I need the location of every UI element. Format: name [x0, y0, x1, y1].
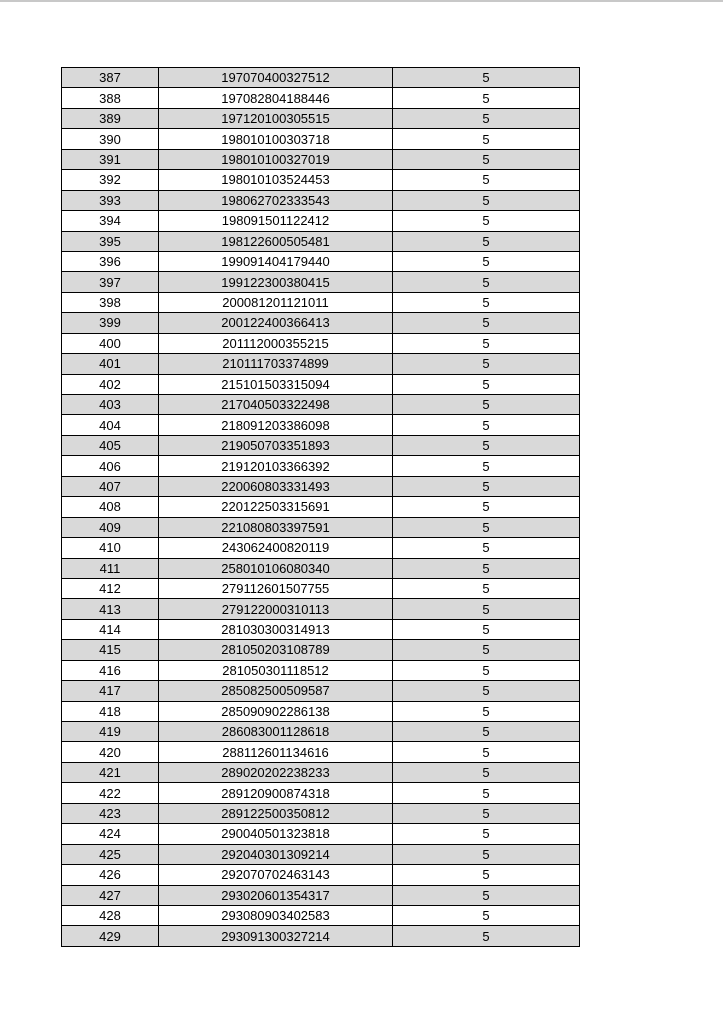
row-id-cell: 220060803331493	[159, 476, 393, 496]
table-row	[62, 681, 580, 701]
row-value-cell: 5	[393, 783, 580, 803]
row-value-cell: 5	[393, 88, 580, 108]
row-value-cell: 5	[393, 824, 580, 844]
row-id-cell: 288112601134616	[159, 742, 393, 762]
row-value-cell: 5	[393, 149, 580, 169]
row-id-cell: 201112000355215	[159, 333, 393, 353]
row-id-cell: 281030300314913	[159, 619, 393, 639]
row-value-cell: 5	[393, 108, 580, 128]
row-id-cell: 219050703351893	[159, 435, 393, 455]
table-row	[62, 640, 580, 660]
row-number-cell: 391	[62, 149, 159, 169]
table-row	[62, 108, 580, 128]
table-body	[62, 68, 580, 947]
row-number-cell: 423	[62, 803, 159, 823]
row-id-cell: 217040503322498	[159, 395, 393, 415]
row-id-cell: 197120100305515	[159, 108, 393, 128]
row-value-cell: 5	[393, 722, 580, 742]
row-number-cell: 389	[62, 108, 159, 128]
table-row	[62, 742, 580, 762]
row-number-cell: 402	[62, 374, 159, 394]
row-number-cell: 405	[62, 435, 159, 455]
row-number-cell: 412	[62, 578, 159, 598]
row-id-cell: 199091404179440	[159, 251, 393, 271]
row-id-cell: 200122400366413	[159, 313, 393, 333]
table-row	[62, 885, 580, 905]
row-number-cell: 414	[62, 619, 159, 639]
row-id-cell: 198010103524453	[159, 170, 393, 190]
row-value-cell: 5	[393, 701, 580, 721]
table-row	[62, 435, 580, 455]
table-row	[62, 599, 580, 619]
row-number-cell: 427	[62, 885, 159, 905]
row-number-cell: 429	[62, 926, 159, 946]
row-number-cell: 398	[62, 292, 159, 312]
row-value-cell: 5	[393, 681, 580, 701]
row-id-cell: 218091203386098	[159, 415, 393, 435]
row-number-cell: 421	[62, 762, 159, 782]
table-row	[62, 660, 580, 680]
row-id-cell: 279122000310113	[159, 599, 393, 619]
row-id-cell: 198062702333543	[159, 190, 393, 210]
row-value-cell: 5	[393, 905, 580, 925]
row-id-cell: 198122600505481	[159, 231, 393, 251]
row-value-cell: 5	[393, 456, 580, 476]
table-row	[62, 517, 580, 537]
page-top-rule	[0, 0, 723, 2]
row-id-cell: 197082804188446	[159, 88, 393, 108]
table-row	[62, 558, 580, 578]
row-number-cell: 422	[62, 783, 159, 803]
row-id-cell: 289120900874318	[159, 783, 393, 803]
row-id-cell: 281050301118512	[159, 660, 393, 680]
row-value-cell: 5	[393, 415, 580, 435]
row-number-cell: 407	[62, 476, 159, 496]
document-page	[61, 67, 580, 947]
row-value-cell: 5	[393, 844, 580, 864]
row-number-cell: 425	[62, 844, 159, 864]
row-number-cell: 413	[62, 599, 159, 619]
row-number-cell: 406	[62, 456, 159, 476]
row-id-cell: 289122500350812	[159, 803, 393, 823]
row-number-cell: 428	[62, 905, 159, 925]
row-value-cell: 5	[393, 865, 580, 885]
row-id-cell: 292040301309214	[159, 844, 393, 864]
row-number-cell: 396	[62, 251, 159, 271]
row-value-cell: 5	[393, 803, 580, 823]
row-number-cell: 416	[62, 660, 159, 680]
table-row	[62, 374, 580, 394]
row-number-cell: 404	[62, 415, 159, 435]
table-row	[62, 538, 580, 558]
row-value-cell: 5	[393, 885, 580, 905]
table-row	[62, 333, 580, 353]
row-value-cell: 5	[393, 558, 580, 578]
row-number-cell: 403	[62, 395, 159, 415]
data-table	[61, 67, 580, 947]
table-row	[62, 578, 580, 598]
row-value-cell: 5	[393, 68, 580, 88]
row-value-cell: 5	[393, 374, 580, 394]
row-id-cell: 219120103366392	[159, 456, 393, 476]
row-number-cell: 408	[62, 497, 159, 517]
row-value-cell: 5	[393, 578, 580, 598]
row-id-cell: 198010100327019	[159, 149, 393, 169]
row-value-cell: 5	[393, 292, 580, 312]
table-row	[62, 619, 580, 639]
table-row	[62, 926, 580, 946]
row-id-cell: 281050203108789	[159, 640, 393, 660]
row-number-cell: 393	[62, 190, 159, 210]
row-value-cell: 5	[393, 395, 580, 415]
row-value-cell: 5	[393, 742, 580, 762]
row-id-cell: 220122503315691	[159, 497, 393, 517]
row-id-cell: 199122300380415	[159, 272, 393, 292]
row-id-cell: 243062400820119	[159, 538, 393, 558]
row-id-cell: 293020601354317	[159, 885, 393, 905]
row-id-cell: 210111703374899	[159, 354, 393, 374]
table-row	[62, 354, 580, 374]
table-row	[62, 68, 580, 88]
row-number-cell: 400	[62, 333, 159, 353]
table-row	[62, 170, 580, 190]
row-number-cell: 397	[62, 272, 159, 292]
row-id-cell: 221080803397591	[159, 517, 393, 537]
row-id-cell: 198091501122412	[159, 211, 393, 231]
row-value-cell: 5	[393, 354, 580, 374]
table-row	[62, 313, 580, 333]
row-id-cell: 289020202238233	[159, 762, 393, 782]
table-row	[62, 456, 580, 476]
row-id-cell: 198010100303718	[159, 129, 393, 149]
row-id-cell: 197070400327512	[159, 68, 393, 88]
row-id-cell: 286083001128618	[159, 722, 393, 742]
table-row	[62, 129, 580, 149]
row-value-cell: 5	[393, 231, 580, 251]
row-number-cell: 419	[62, 722, 159, 742]
row-number-cell: 417	[62, 681, 159, 701]
table-row	[62, 149, 580, 169]
row-number-cell: 387	[62, 68, 159, 88]
row-id-cell: 200081201121011	[159, 292, 393, 312]
row-value-cell: 5	[393, 272, 580, 292]
row-id-cell: 292070702463143	[159, 865, 393, 885]
table-row	[62, 865, 580, 885]
row-value-cell: 5	[393, 435, 580, 455]
row-number-cell: 399	[62, 313, 159, 333]
row-value-cell: 5	[393, 251, 580, 271]
row-id-cell: 215101503315094	[159, 374, 393, 394]
row-number-cell: 420	[62, 742, 159, 762]
row-id-cell: 258010106080340	[159, 558, 393, 578]
row-id-cell: 293091300327214	[159, 926, 393, 946]
row-value-cell: 5	[393, 170, 580, 190]
row-value-cell: 5	[393, 640, 580, 660]
table-row	[62, 701, 580, 721]
row-value-cell: 5	[393, 333, 580, 353]
row-number-cell: 418	[62, 701, 159, 721]
row-number-cell: 409	[62, 517, 159, 537]
row-value-cell: 5	[393, 762, 580, 782]
row-value-cell: 5	[393, 660, 580, 680]
row-value-cell: 5	[393, 129, 580, 149]
row-id-cell: 290040501323818	[159, 824, 393, 844]
table-row	[62, 272, 580, 292]
row-value-cell: 5	[393, 599, 580, 619]
row-number-cell: 394	[62, 211, 159, 231]
row-value-cell: 5	[393, 926, 580, 946]
row-value-cell: 5	[393, 211, 580, 231]
row-number-cell: 392	[62, 170, 159, 190]
row-number-cell: 415	[62, 640, 159, 660]
row-id-cell: 293080903402583	[159, 905, 393, 925]
row-number-cell: 395	[62, 231, 159, 251]
row-number-cell: 388	[62, 88, 159, 108]
table-row	[62, 292, 580, 312]
table-row	[62, 497, 580, 517]
row-number-cell: 410	[62, 538, 159, 558]
row-number-cell: 411	[62, 558, 159, 578]
row-value-cell: 5	[393, 538, 580, 558]
table-row	[62, 803, 580, 823]
table-row	[62, 190, 580, 210]
row-number-cell: 424	[62, 824, 159, 844]
table-row	[62, 251, 580, 271]
table-row	[62, 824, 580, 844]
row-value-cell: 5	[393, 476, 580, 496]
table-row	[62, 905, 580, 925]
table-row	[62, 231, 580, 251]
table-row	[62, 762, 580, 782]
row-id-cell: 285082500509587	[159, 681, 393, 701]
table-row	[62, 395, 580, 415]
row-value-cell: 5	[393, 619, 580, 639]
table-row	[62, 783, 580, 803]
row-number-cell: 426	[62, 865, 159, 885]
table-row	[62, 88, 580, 108]
row-value-cell: 5	[393, 497, 580, 517]
table-row	[62, 722, 580, 742]
table-row	[62, 211, 580, 231]
row-number-cell: 390	[62, 129, 159, 149]
row-number-cell: 401	[62, 354, 159, 374]
row-id-cell: 279112601507755	[159, 578, 393, 598]
table-row	[62, 476, 580, 496]
row-value-cell: 5	[393, 190, 580, 210]
table-row	[62, 415, 580, 435]
row-value-cell: 5	[393, 313, 580, 333]
row-value-cell: 5	[393, 517, 580, 537]
table-row	[62, 844, 580, 864]
row-id-cell: 285090902286138	[159, 701, 393, 721]
